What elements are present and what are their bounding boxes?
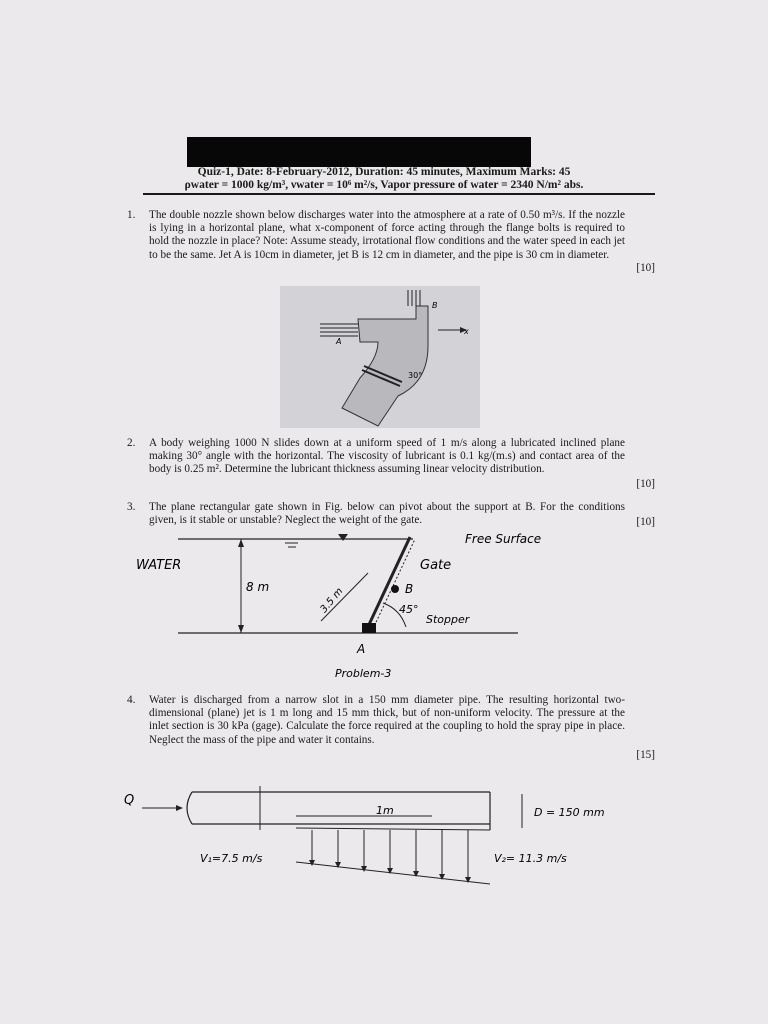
angle-label: 45°	[399, 603, 419, 616]
pipe-inlet-edge	[187, 792, 192, 824]
question-number: 4.	[127, 694, 136, 706]
water-label: WATER	[136, 558, 182, 573]
stopper-label: Stopper	[426, 613, 470, 626]
depth-label: 8 m	[246, 580, 270, 594]
question-number: 3.	[127, 501, 136, 513]
question-marks: [10]	[636, 477, 655, 490]
redacted-title-block	[187, 137, 531, 167]
x-label: x	[464, 327, 469, 336]
header-divider	[143, 193, 655, 195]
stopper-block	[362, 623, 376, 633]
quiz-header-line: Quiz-1, Date: 8-February-2012, Duration: 45 minutes, Maximum Marks: 45	[197, 166, 571, 178]
flow-arrow-head	[176, 805, 183, 811]
angle-label: 30°	[408, 371, 423, 380]
jet-a-label: A	[336, 337, 342, 346]
pivot-b	[391, 585, 399, 593]
length-label: 3.5 m	[318, 586, 346, 616]
pivot-label: B	[405, 582, 414, 596]
depth-arrow-bottom	[238, 625, 244, 633]
jet-velocity-arrows	[309, 830, 471, 883]
question-text: The double nozzle shown below discharges water into the atmosphere at a rate of 0.50 m³/s. If the nozzle is lying in a horizontal plane, what x-component of force acting through the flange bolts is required to hold the nozzle in place? Note: Assume steady, irrotational flow conditions and the water speed in each jet to be the same. Jet A is 10cm in diameter, jet B is 12 cm in diameter, and the pipe is 30 cm in diameter.	[149, 209, 625, 261]
jet-top-line	[296, 828, 490, 830]
gate-plate	[366, 537, 410, 631]
flow-q-label: Q	[124, 793, 135, 808]
hinge-a-label: A	[357, 642, 366, 656]
v2-label: V₂= 11.3 m/s	[494, 852, 567, 865]
gate-label: Gate	[420, 558, 452, 573]
figure-spray-pipe	[120, 780, 640, 900]
slot-length-label: 1m	[376, 804, 394, 817]
diameter-label: D = 150 mm	[534, 806, 605, 819]
question-marks: [10]	[636, 515, 655, 528]
constants-line: ρwater = 1000 kg/m³, νwater = 10⁶ m²/s, Vapor pressure of water = 2340 N/m² abs.	[184, 179, 584, 191]
surface-marker	[338, 534, 348, 541]
depth-arrow-top	[238, 539, 244, 547]
question-text: A body weighing 1000 N slides down at a uniform speed of 1 m/s along a lubricated inclined plane making 30° angle with the horizontal. The viscosity of lubricant is 0.1 kg/(m.s) and contact area of the body is 0.25 m². Determine the lubricant thickness assuming linear velocity distribution.	[149, 437, 625, 476]
question-1	[127, 209, 655, 275]
figure-gate	[128, 527, 542, 687]
question-4	[127, 694, 655, 762]
question-marks: [15]	[636, 748, 655, 761]
jet-bottom-line	[296, 862, 490, 884]
question-text: Water is discharged from a narrow slot in a 150 mm diameter pipe. The resulting horizontal two-dimensional (plane) jet is 1 m long and 15 mm thick, but of non-uniform velocity. The pressure at the inlet section is 30 kPa (gage). Calculate the force required at the coupling to hold the spray pipe in place. Neglect the mass of the pipe and water it contains.	[149, 694, 625, 746]
question-marks: [10]	[636, 261, 655, 274]
question-2	[127, 437, 655, 491]
question-number: 1.	[127, 209, 136, 221]
question-text: The plane rectangular gate shown in Fig. below can pivot about the support at B. For the conditions given, is it stable or unstable? Neglect the weight of the gate.	[149, 501, 625, 527]
v1-label: V₁=7.5 m/s	[200, 852, 263, 865]
figure-double-nozzle	[280, 286, 480, 428]
jet-b-label: B	[432, 301, 438, 310]
figure-caption: Problem-3	[335, 667, 392, 680]
question-3	[127, 501, 655, 529]
question-number: 2.	[127, 437, 136, 449]
free-surface-label: Free Surface	[465, 532, 542, 546]
